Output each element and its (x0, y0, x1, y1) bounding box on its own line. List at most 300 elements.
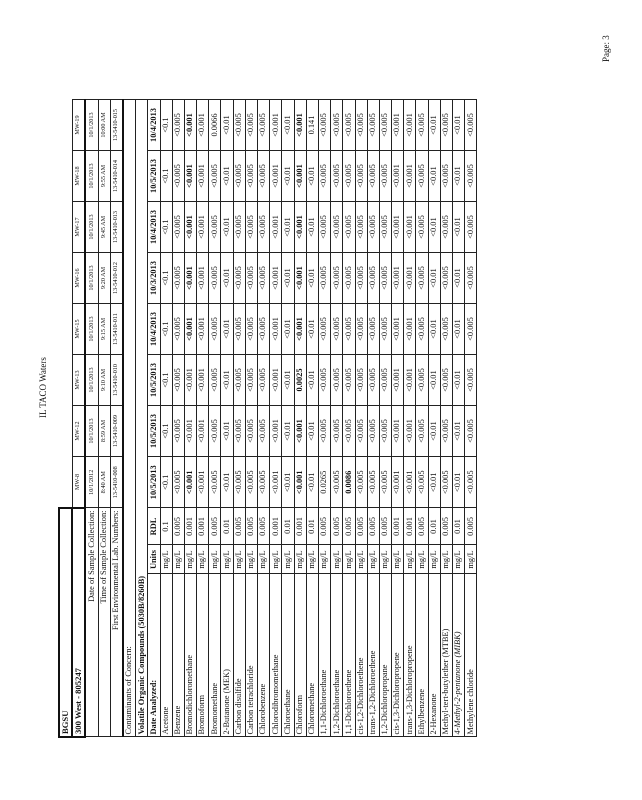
analyte-name: trans-1,2-Dichloroethene (367, 574, 379, 737)
result-cell: <0.01 (306, 457, 318, 509)
result-cell: <0.01 (282, 355, 294, 406)
table-row (209, 100, 221, 738)
collection-time: 10:00 AM (98, 100, 110, 151)
result-cell: <0.01 (428, 355, 440, 406)
result-cell: <0.005 (343, 253, 355, 304)
result-cell: <0.005 (465, 406, 477, 457)
collection-time: 9:10 AM (98, 355, 110, 406)
result-cell: <0.005 (440, 253, 452, 304)
result-cell: <0.005 (465, 151, 477, 202)
table-row (282, 100, 294, 738)
result-cell: <0.005 (258, 100, 270, 151)
lab-number: 13-5410-011 (110, 304, 123, 355)
table-row (294, 100, 306, 738)
analyte-unit: mg/L (245, 545, 257, 574)
result-cell: <0.001 (392, 253, 404, 304)
result-cell: <0.005 (440, 304, 452, 355)
result-cell: <0.005 (245, 457, 257, 509)
result-cell: <0.005 (318, 253, 330, 304)
result-cell: <0.1 (160, 304, 172, 355)
result-cell: <0.005 (440, 355, 452, 406)
result-cell: <0.005 (440, 406, 452, 457)
analyte-name: Chloroethane (282, 574, 294, 737)
result-cell: <0.001 (184, 457, 196, 509)
collection-date: 10/1/2013 (85, 151, 98, 202)
result-cell: <0.005 (209, 151, 221, 202)
table-row (172, 100, 184, 738)
well-header: MW-16 (72, 253, 85, 304)
analyte-name: 2-Hexanone (428, 574, 440, 737)
analyte-rdl: 0.1 (160, 508, 172, 545)
result-cell: <0.1 (160, 151, 172, 202)
units-header: Units (148, 545, 160, 574)
result-cell: <0.005 (416, 202, 428, 253)
analyte-name: 2-Butanone (MEK) (221, 574, 233, 737)
analyte-name: 1,2-Dichloroethane (331, 574, 343, 737)
result-cell: <0.005 (465, 202, 477, 253)
result-cell: <0.001 (270, 202, 282, 253)
result-cell: <0.01 (221, 202, 233, 253)
result-cell: <0.005 (209, 253, 221, 304)
table-row (184, 100, 196, 738)
result-cell: <0.01 (453, 100, 465, 151)
result-cell: <0.01 (306, 202, 318, 253)
collection-date: 10/1/2013 (85, 355, 98, 406)
result-cell: <0.005 (331, 151, 343, 202)
analyte-rdl: 0.005 (465, 508, 477, 545)
result-cell: <0.01 (428, 304, 440, 355)
result-cell: <0.005 (343, 304, 355, 355)
result-cell: <0.001 (270, 457, 282, 509)
analyte-rdl: 0.001 (184, 508, 196, 545)
analyte-rdl: 0.005 (172, 508, 184, 545)
results-table-rotated (58, 88, 558, 738)
table-row (221, 100, 233, 738)
result-cell: <0.005 (355, 253, 367, 304)
result-cell: <0.001 (392, 100, 404, 151)
result-cell: <0.005 (465, 253, 477, 304)
result-cell: <0.005 (465, 100, 477, 151)
analyte-rdl: 0.005 (379, 508, 391, 545)
result-cell: <0.01 (453, 304, 465, 355)
result-cell: <0.005 (331, 457, 343, 509)
lab-number: 13-5410-010 (110, 355, 123, 406)
result-cell: <0.01 (453, 253, 465, 304)
result-cell: <0.001 (184, 304, 196, 355)
result-cell: <0.1 (160, 457, 172, 509)
result-cell: <0.001 (392, 304, 404, 355)
result-cell: <0.005 (355, 100, 367, 151)
table-row (197, 100, 209, 738)
result-cell: <0.005 (245, 151, 257, 202)
result-cell: <0.001 (197, 202, 209, 253)
result-cell: <0.005 (233, 304, 245, 355)
analyte-rdl: 0.01 (453, 508, 465, 545)
result-cell: <0.001 (184, 406, 196, 457)
lab-numbers-label: First Environmental Lab. Numbers: (110, 508, 123, 737)
result-cell: <0.005 (465, 304, 477, 355)
analyte-rdl: 0.005 (343, 508, 355, 545)
analyte-name: Bromomethane (209, 574, 221, 737)
result-cell: <0.005 (258, 457, 270, 509)
table-row (331, 100, 343, 738)
collection-date: 10/1/2013 (85, 304, 98, 355)
table-row (233, 100, 245, 738)
analyte-rdl: 0.001 (392, 508, 404, 545)
result-cell: <0.005 (416, 457, 428, 509)
analyte-name: Carbon tetrachloride (245, 574, 257, 737)
result-cell: <0.01 (221, 253, 233, 304)
analyte-unit: mg/L (465, 545, 477, 574)
result-cell: <0.1 (160, 355, 172, 406)
result-cell: <0.005 (172, 304, 184, 355)
result-cell: <0.001 (270, 355, 282, 406)
analyte-rdl: 0.01 (282, 508, 294, 545)
well-header: MW-15 (72, 304, 85, 355)
result-cell: <0.01 (428, 253, 440, 304)
result-cell: <0.01 (282, 100, 294, 151)
analyte-rdl: 0.005 (440, 508, 452, 545)
result-cell: <0.001 (197, 406, 209, 457)
analysis-date: 10/4/2013 (148, 100, 160, 151)
table-row (306, 100, 318, 738)
analyte-rdl: 0.005 (331, 508, 343, 545)
collection-time: 9:45 AM (98, 202, 110, 253)
analyte-name: Carbon disulfide (233, 574, 245, 737)
result-cell: <0.005 (258, 151, 270, 202)
table-row (404, 100, 416, 738)
result-cell: <0.01 (221, 100, 233, 151)
result-cell: <0.005 (331, 202, 343, 253)
analyte-name: 1,1-Dichloroethene (343, 574, 355, 737)
result-cell: <0.005 (209, 355, 221, 406)
analyte-unit: mg/L (172, 545, 184, 574)
table-row (379, 100, 391, 738)
result-cell: <0.005 (258, 304, 270, 355)
analyte-name: 1,2-Dichloropropane (379, 574, 391, 737)
result-cell: <0.005 (172, 406, 184, 457)
result-cell: <0.005 (318, 202, 330, 253)
result-cell: <0.005 (440, 151, 452, 202)
result-cell: <0.005 (233, 253, 245, 304)
result-cell: <0.005 (245, 304, 257, 355)
analyte-name: Chlorodibromomethane (270, 574, 282, 737)
result-cell: <0.005 (318, 151, 330, 202)
result-cell: <0.001 (184, 100, 196, 151)
result-cell: <0.005 (318, 304, 330, 355)
result-cell: <0.005 (343, 406, 355, 457)
analyte-unit: mg/L (404, 545, 416, 574)
result-cell: <0.005 (343, 355, 355, 406)
result-cell: <0.005 (172, 100, 184, 151)
analyte-name: Acetone (160, 574, 172, 737)
result-cell: <0.01 (282, 406, 294, 457)
analyte-rdl: 0.005 (318, 508, 330, 545)
result-cell: <0.005 (343, 151, 355, 202)
analyte-name: Bromoform (197, 574, 209, 737)
analyte-name: trans-1,3-Dichloropropene (404, 574, 416, 737)
result-cell: <0.01 (453, 151, 465, 202)
result-cell: <0.005 (245, 355, 257, 406)
result-cell: <0.001 (392, 457, 404, 509)
result-cell: <0.001 (197, 304, 209, 355)
result-cell: <0.01 (428, 151, 440, 202)
result-cell: <0.005 (379, 355, 391, 406)
results-table (58, 99, 477, 738)
result-cell: <0.005 (245, 100, 257, 151)
document-title: IL TACO Waters (38, 357, 48, 418)
analyte-rdl: 0.005 (367, 508, 379, 545)
result-cell: <0.005 (379, 202, 391, 253)
result-cell: <0.005 (440, 100, 452, 151)
result-cell: <0.001 (270, 253, 282, 304)
result-cell: <0.005 (367, 406, 379, 457)
analyte-rdl: 0.001 (404, 508, 416, 545)
analyte-rdl: 0.005 (416, 508, 428, 545)
table-row (258, 100, 270, 738)
analyte-unit: mg/L (367, 545, 379, 574)
result-cell: <0.005 (233, 355, 245, 406)
analyte-rdl: 0.01 (428, 508, 440, 545)
analyte-unit: mg/L (379, 545, 391, 574)
result-cell: <0.001 (294, 202, 306, 253)
lab-number: 13-5410-015 (110, 100, 123, 151)
result-cell: <0.001 (197, 151, 209, 202)
result-cell: <0.001 (404, 304, 416, 355)
result-cell: 0.0066 (209, 100, 221, 151)
result-cell: <0.001 (294, 151, 306, 202)
result-cell: <0.001 (404, 457, 416, 509)
lab-number: 13-5410-013 (110, 202, 123, 253)
lab-number: 13-5410-009 (110, 406, 123, 457)
result-cell: <0.01 (453, 202, 465, 253)
result-cell: <0.005 (355, 202, 367, 253)
result-cell: <0.001 (197, 253, 209, 304)
result-cell: <0.005 (172, 457, 184, 509)
result-cell: <0.01 (306, 355, 318, 406)
analysis-date: 10/3/2013 (148, 253, 160, 304)
analyte-unit: mg/L (270, 545, 282, 574)
result-cell: <0.01 (221, 355, 233, 406)
result-cell: <0.005 (416, 100, 428, 151)
analyte-rdl: 0.005 (233, 508, 245, 545)
result-cell: <0.01 (282, 253, 294, 304)
result-cell: <0.005 (331, 253, 343, 304)
result-cell: <0.005 (355, 406, 367, 457)
result-cell: <0.005 (343, 202, 355, 253)
result-cell: <0.001 (294, 457, 306, 509)
result-cell: <0.01 (428, 406, 440, 457)
analyte-unit: mg/L (440, 545, 452, 574)
collection-date: 10/1/2013 (85, 100, 98, 151)
date-collection-label: Date of Sample Collection: (85, 508, 98, 737)
result-cell: <0.005 (318, 355, 330, 406)
analysis-date: 10/4/2013 (148, 304, 160, 355)
result-cell: <0.005 (416, 406, 428, 457)
analyte-rdl: 0.005 (258, 508, 270, 545)
result-cell: <0.005 (355, 457, 367, 509)
well-header: MW-12 (72, 406, 85, 457)
analyte-unit: mg/L (306, 545, 318, 574)
result-cell: <0.01 (306, 151, 318, 202)
result-cell: <0.001 (270, 406, 282, 457)
analyte-rdl: 0.001 (270, 508, 282, 545)
well-header: MW-19 (72, 100, 85, 151)
result-cell: <0.005 (465, 355, 477, 406)
result-cell: <0.1 (160, 253, 172, 304)
analysis-date: 10/5/2013 (148, 151, 160, 202)
result-cell: <0.001 (197, 100, 209, 151)
lab-number: 13-5410-014 (110, 151, 123, 202)
table-row (355, 100, 367, 738)
result-cell: <0.001 (294, 100, 306, 151)
result-cell: <0.01 (453, 355, 465, 406)
result-cell: <0.005 (245, 253, 257, 304)
result-cell: <0.005 (379, 457, 391, 509)
analyte-unit: mg/L (343, 545, 355, 574)
result-cell: <0.001 (392, 202, 404, 253)
result-cell: <0.001 (294, 304, 306, 355)
collection-time: 8:59 AM (98, 406, 110, 457)
result-cell: <0.005 (331, 304, 343, 355)
analyte-rdl: 0.001 (294, 508, 306, 545)
result-cell: <0.005 (209, 202, 221, 253)
well-header: MW-8 (72, 457, 85, 509)
table-row (453, 100, 465, 738)
result-cell: <0.1 (160, 100, 172, 151)
result-cell: <0.001 (404, 355, 416, 406)
result-cell: <0.01 (221, 406, 233, 457)
result-cell: <0.005 (331, 100, 343, 151)
analyte-unit: mg/L (197, 545, 209, 574)
result-cell: <0.005 (379, 151, 391, 202)
contaminants-heading: Contaminants of Concern: (123, 100, 136, 738)
result-cell: <0.01 (453, 457, 465, 509)
result-cell: <0.005 (209, 457, 221, 509)
result-cell: <0.001 (404, 100, 416, 151)
analyte-name: cis-1,2-Dichloroethene (355, 574, 367, 737)
result-cell: <0.005 (172, 151, 184, 202)
result-cell: <0.005 (355, 151, 367, 202)
result-cell: <0.005 (343, 100, 355, 151)
result-cell: <0.01 (221, 457, 233, 509)
result-cell: 0.0086 (343, 457, 355, 509)
result-cell: <0.005 (233, 202, 245, 253)
result-cell: <0.001 (197, 355, 209, 406)
table-row (160, 100, 172, 738)
collection-time: 9:20 AM (98, 253, 110, 304)
result-cell: <0.01 (306, 304, 318, 355)
analyte-rdl: 0.005 (245, 508, 257, 545)
result-cell: <0.01 (221, 151, 233, 202)
collection-date: 10/1/2013 (85, 253, 98, 304)
analyte-rdl: 0.005 (355, 508, 367, 545)
result-cell: <0.005 (209, 304, 221, 355)
result-cell: <0.001 (184, 253, 196, 304)
result-cell: <0.01 (282, 202, 294, 253)
result-cell: <0.005 (416, 304, 428, 355)
analyte-unit: mg/L (209, 545, 221, 574)
result-cell: <0.005 (172, 355, 184, 406)
analyte-name: Methyl-tert-butylether (MTBE) (440, 574, 452, 737)
table-row (428, 100, 440, 738)
result-cell: <0.005 (416, 253, 428, 304)
collection-date: 10/1/2013 (85, 406, 98, 457)
result-cell: <0.005 (440, 202, 452, 253)
result-cell: <0.01 (306, 406, 318, 457)
date-analyzed-label: Date Analyzed: (148, 574, 160, 737)
analyte-unit: mg/L (331, 545, 343, 574)
analyte-name: cis-1,3-Dichloropropene (392, 574, 404, 737)
table-row (245, 100, 257, 738)
table-row (343, 100, 355, 738)
result-cell: <0.005 (367, 457, 379, 509)
rdl-header: RDL (148, 508, 160, 545)
result-cell: <0.005 (258, 253, 270, 304)
lab-number: 13-5410-012 (110, 253, 123, 304)
analysis-date: 10/4/2013 (148, 202, 160, 253)
result-cell: <0.01 (306, 253, 318, 304)
analyte-name: Bromodichloromethane (184, 574, 196, 737)
result-cell: <0.001 (404, 253, 416, 304)
table-row (392, 100, 404, 738)
result-cell: <0.005 (233, 100, 245, 151)
analyte-name: Methylene chloride (465, 574, 477, 737)
result-cell: <0.005 (379, 406, 391, 457)
result-cell: <0.005 (416, 151, 428, 202)
table-row (318, 100, 330, 738)
result-cell: <0.001 (270, 151, 282, 202)
table-row (440, 100, 452, 738)
analyte-rdl: 0.01 (306, 508, 318, 545)
result-cell: 0.141 (306, 100, 318, 151)
result-cell: <0.005 (355, 355, 367, 406)
result-cell: <0.001 (184, 151, 196, 202)
analysis-date: 10/5/2013 (148, 406, 160, 457)
result-cell: <0.001 (270, 304, 282, 355)
result-cell: <0.001 (184, 202, 196, 253)
result-cell: <0.001 (404, 151, 416, 202)
analyte-unit: mg/L (355, 545, 367, 574)
result-cell: <0.005 (367, 304, 379, 355)
analyte-name: 4-Methyl-2-pentanone (MIBK) (453, 574, 465, 737)
result-cell: <0.001 (270, 100, 282, 151)
result-cell: <0.005 (367, 355, 379, 406)
result-cell: <0.005 (245, 406, 257, 457)
analyte-unit: mg/L (184, 545, 196, 574)
result-cell: <0.001 (197, 457, 209, 509)
result-cell: <0.005 (258, 355, 270, 406)
result-cell: <0.005 (465, 457, 477, 509)
analyte-unit: mg/L (258, 545, 270, 574)
result-cell: <0.01 (428, 202, 440, 253)
result-cell: <0.001 (404, 202, 416, 253)
result-cell: <0.005 (233, 457, 245, 509)
result-cell: <0.005 (318, 406, 330, 457)
analyte-name: Chlorobenzene (258, 574, 270, 737)
well-header: MW-13 (72, 355, 85, 406)
result-cell: 0.0265 (318, 457, 330, 509)
collection-time: 9:55 AM (98, 151, 110, 202)
analyte-name: Chloromethane (306, 574, 318, 737)
time-collection-label: Time of Sample Collection: (98, 508, 110, 737)
result-cell: <0.005 (233, 151, 245, 202)
result-cell: <0.01 (428, 100, 440, 151)
result-cell: <0.005 (379, 304, 391, 355)
collection-time: 8:40 AM (98, 457, 110, 509)
analyte-unit: mg/L (282, 545, 294, 574)
result-cell: <0.01 (282, 151, 294, 202)
